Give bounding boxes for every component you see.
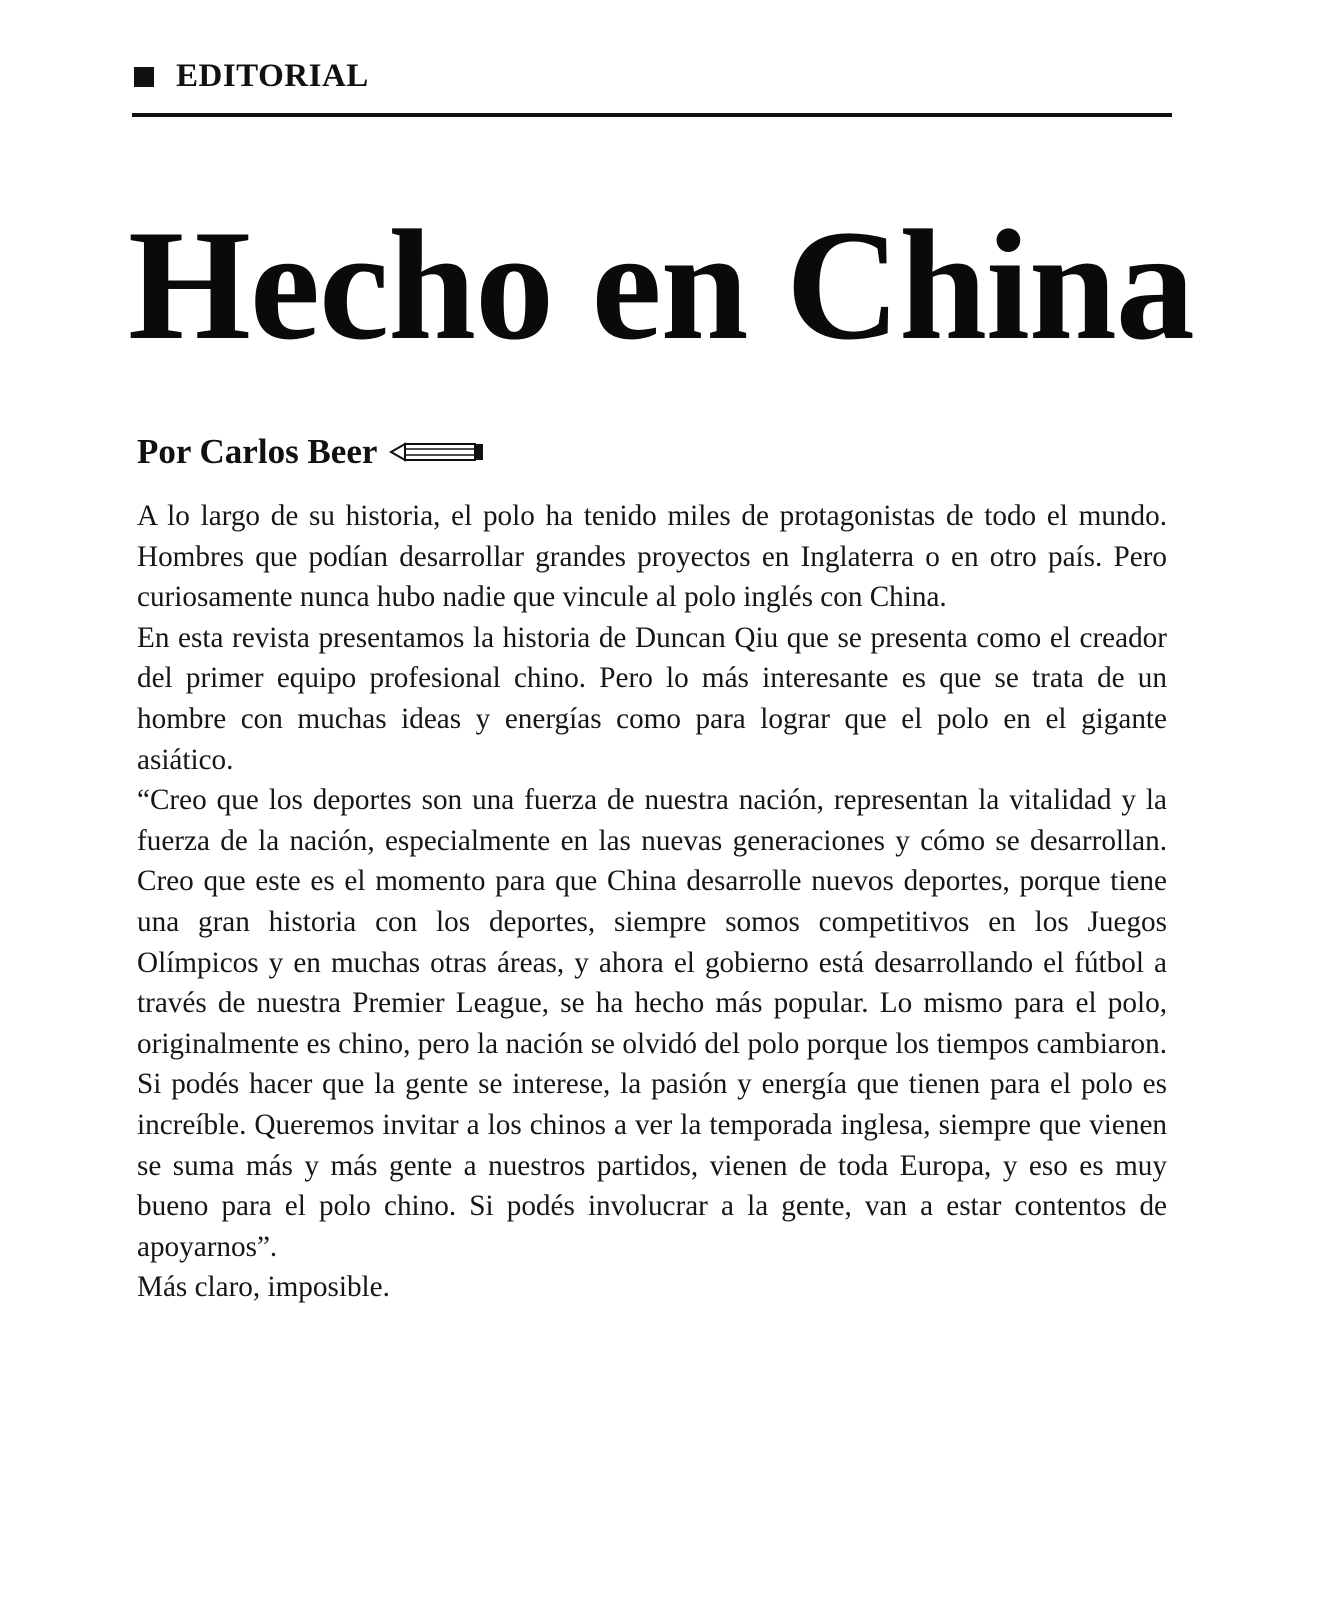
paragraph: “Creo que los deportes son una fuerza de nuestra nación, representan la vitalidad y la fuerza de la nación, especialmente en las nuevas generaciones y cómo se desarrollan. Creo que este es el momento para que China desarrolle nuevos deportes, porque tiene una gran historia con los deportes, siempre somos competitivos en los Juegos Olímpicos y en muchas otras áreas, y ahora el gobierno está desarrollando el fútbol a través de nuestra Premier League, se ha hecho más popular. Lo mismo para el polo, originalmente es chino, pero la nación se olvidó del polo porque los tiempos cambiaron. Si podés hacer que la gente se interese, la pasión y energía que tienen para el polo es increíble. Queremos invitar a los chinos a ver la temporada inglesa, siempre que vienen se suma más y más gente a nuestros partidos, vienen de toda Europa, y eso es muy bueno para el polo chino. Si podés involucrar a la gente, van a estar contentos de apoyarnos”.: [137, 784, 1167, 1263]
section-label: EDITORIAL: [176, 58, 369, 94]
article-title: Hecho en China: [128, 198, 1194, 373]
pencil-icon: [389, 441, 485, 467]
paragraph: Más claro, imposible.: [137, 1271, 390, 1304]
article-body: [137, 496, 1167, 1308]
author-byline: Por Carlos Beer: [137, 432, 378, 471]
section-header: [134, 58, 369, 95]
paragraph: A lo largo de su historia, el polo ha tenido miles de protagonistas de todo el mundo. Hombres que podían desarrollar grandes proyectos en Inglaterra o en otro país. Pero curiosamente nunca hubo nadie que vincule al polo inglés con China.: [137, 500, 1167, 614]
byline: [137, 432, 485, 472]
paragraph: En esta revista presentamos la historia de Duncan Qiu que se presenta como el creador del primer equipo profesional chino. Pero lo más interesante es que se trata de un hombre con muchas ideas y energías como para lograr que el polo en el gigante asiático.: [137, 621, 1167, 776]
header-rule: [132, 113, 1172, 117]
square-bullet-icon: [134, 67, 154, 87]
